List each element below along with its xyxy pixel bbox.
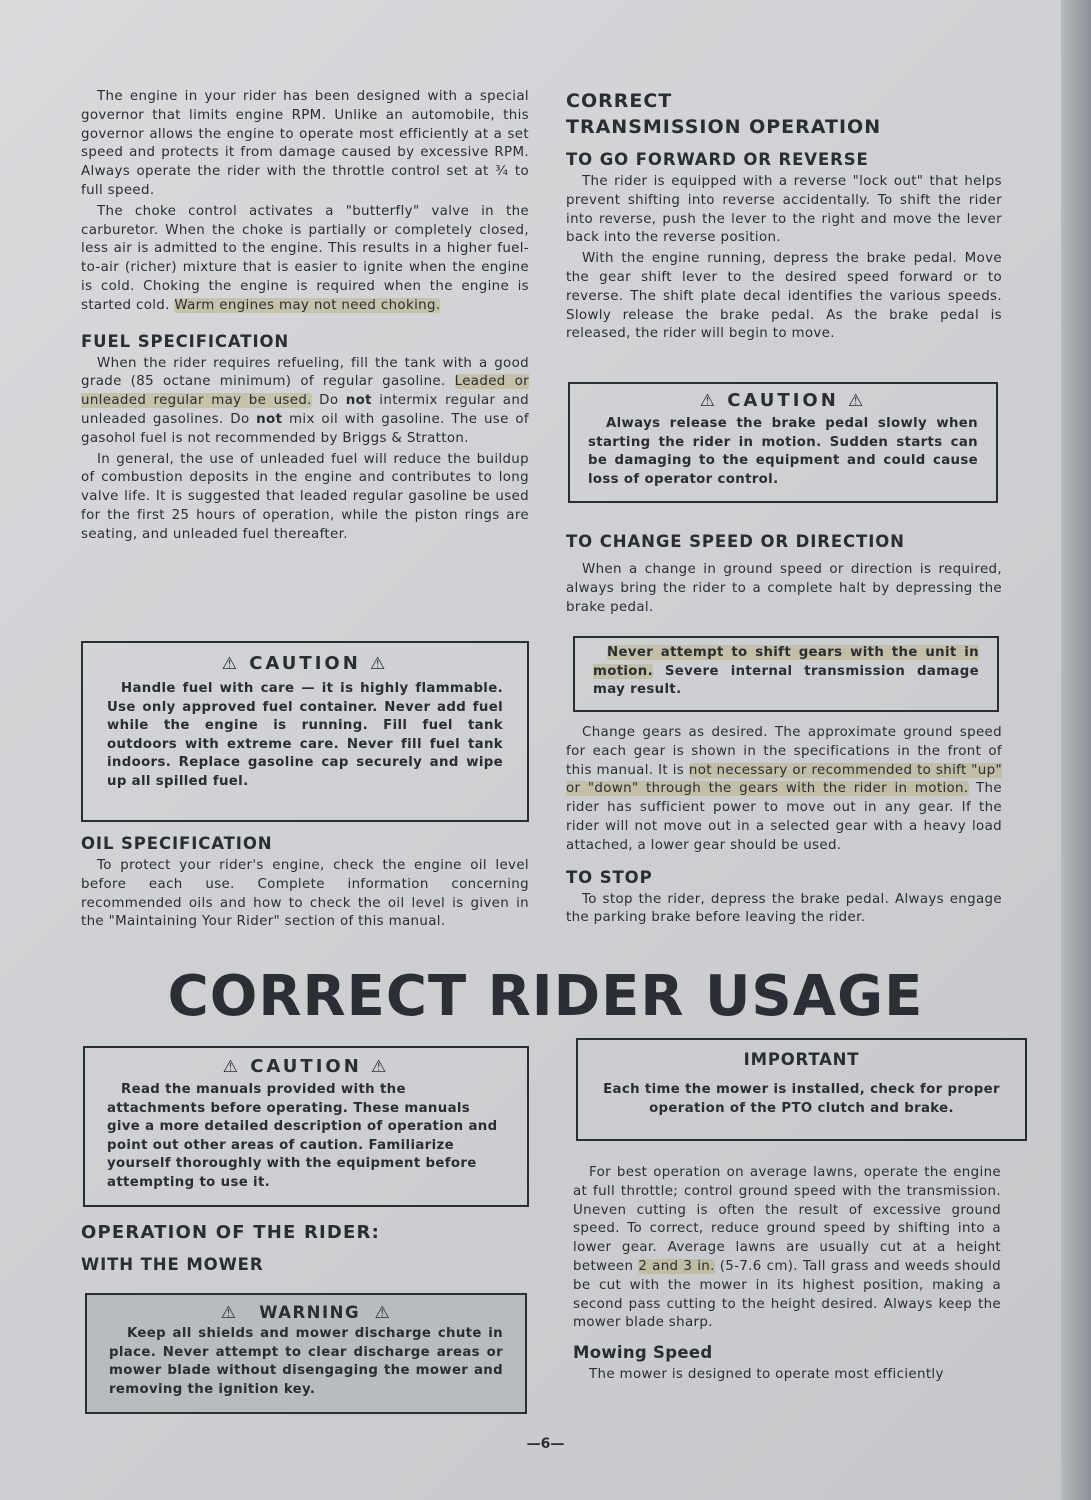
caution-label: CAUTION	[727, 390, 839, 411]
height-highlight: 2 and 3 in.	[638, 1258, 715, 1274]
gears-section	[566, 724, 1002, 928]
change-speed-paragraph: When a change in ground speed or direction is required, always bring the rider to a complete halt by depressing the brake pedal.	[566, 562, 1002, 615]
fuel-text-e: intermix regular and unleaded gasolines. Do	[81, 393, 530, 427]
gears-text-c: The rider has sufficient power to move out in any gear. If the rider will not move out in a selected gear with a heavy load attached, a lower gear should be used.	[566, 781, 1002, 853]
warning-triangle-icon: ⚠	[374, 1303, 392, 1323]
fuel-not-2: not	[256, 411, 283, 427]
fuel-not-1: not	[345, 393, 372, 409]
forward-reverse-heading: TO GO FORWARD OR REVERSE	[566, 150, 869, 169]
transmission-heading-2: TRANSMISSION OPERATION	[566, 116, 882, 138]
caution-label: CAUTION	[249, 653, 361, 674]
shift-warning-box	[573, 636, 999, 712]
to-stop-paragraph: To stop the rider, depress the brake pedal. Always engage the parking brake before leaving the rider.	[566, 891, 1002, 926]
operation-section	[81, 1222, 529, 1274]
caution-label: CAUTION	[250, 1056, 362, 1077]
warning-shields-text: Keep all shields and mower discharge chute in place. Never attempt to clear discharge areas or mower blade without disengaging the mower and removing the ignition key.	[109, 1326, 503, 1397]
fuel-highlight: Leaded or unleaded regular may be used.	[81, 374, 530, 409]
with-mower-heading: WITH THE MOWER	[81, 1255, 264, 1274]
important-box	[576, 1038, 1027, 1141]
fuel-paragraph	[81, 355, 529, 449]
choke-highlight: Warm engines may not need choking.	[174, 297, 441, 313]
shift-warning-text	[593, 644, 979, 700]
warning-triangle-icon: ⚠	[371, 1057, 390, 1077]
choke-paragraph	[81, 203, 529, 316]
transmission-heading-1: CORRECT	[566, 90, 673, 112]
page-number: —6—	[526, 1436, 565, 1452]
change-speed-section	[566, 532, 1002, 617]
oil-spec-heading: OIL SPECIFICATION	[81, 834, 273, 853]
caution-attachments-text: Read the manuals provided with the attachments before operating. These manuals give a more detailed description of operation and point out other areas of caution. Familiarize yourself thoroughly with the equipment before attempting to use it.	[107, 1082, 498, 1190]
caution-brake-text: Always release the brake pedal slowly when starting the rider in motion. Sudden starts can be damaging to the equipment and could cause loss of operator control.	[588, 416, 978, 487]
caution-brake-title	[588, 390, 978, 411]
to-stop-heading: TO STOP	[566, 867, 653, 887]
page-edge	[1061, 0, 1091, 1500]
correct-rider-usage-title: CORRECT RIDER USAGE	[167, 964, 924, 1029]
important-text: Each time the mower is installed, check for proper operation of the PTO clutch and brake.	[603, 1082, 1000, 1116]
warning-triangle-icon: ⚠	[370, 654, 389, 674]
engine-governor-paragraph: The engine in your rider has been designed with a special governor that limits engine RPM. Unlike an automobile, this governor allows the engine to operate most efficiently at a set speed and protects it from damage caused by excessive RPM. Always operate the rider with the throttle control set at ¾ to full speed.	[81, 89, 529, 198]
warning-shields-title	[109, 1303, 503, 1323]
gears-text-a: Change gears as desired. The approximate ground speed for each gear is shown in the specifications in the front of this manual. It is	[566, 725, 1002, 778]
warning-triangle-icon: ⚠	[699, 391, 718, 411]
mowing-speed-paragraph: The mower is designed to operate most efficiently	[589, 1367, 944, 1383]
shift-warning-rest: Severe internal transmission damage may result.	[593, 663, 979, 698]
important-title: IMPORTANT	[743, 1050, 860, 1069]
warning-triangle-icon: ⚠	[848, 391, 867, 411]
caution-fuel-box	[81, 641, 529, 822]
best-text-a: For best operation on average lawns, operate the engine at full throttle; control ground speed with the transmission. Uneven cutting is often the result of excessive ground speed. To correct, reduce ground speed by shifting into a lower gear. Average lawns are usually cut at a height between	[573, 1165, 1001, 1274]
mowing-speed-heading: Mowing Speed	[573, 1343, 713, 1363]
warning-shields-box	[85, 1293, 527, 1414]
caution-fuel-text: Handle fuel with care — it is highly flammable. Use only approved fuel container. Never add fuel while the engine is running. Fill fuel tank outdoors with extreme care. Never fill fuel tank indoors. Replace gasoline cap securely and wipe up all spilled fuel.	[107, 681, 503, 789]
fuel-text-a: When the rider requires refueling, fill the tank with a good grade (85 octane minimum) of regular gasoline.	[81, 355, 529, 390]
unleaded-paragraph: In general, the use of unleaded fuel will reduce the buildup of combustion deposits in the engine and contributes to long valve life. It is suggested that leaded regular gasoline be used for the first 25 hours of operation, while the piston rings are seating, and unleaded fuel thereafter.	[81, 451, 529, 542]
warning-label: WARNING	[259, 1303, 360, 1322]
forward-paragraph-2: With the engine running, depress the brake pedal. Move the gear shift lever to the desired speed forward or to reverse. The shift plate decal identifies the various speeds. Slowly release the brake pedal. As the brake pedal is released, the rider will begin to move.	[566, 251, 1002, 342]
caution-fuel-title	[107, 653, 503, 674]
best-operation-section	[573, 1164, 1001, 1385]
best-operation-paragraph	[573, 1164, 1001, 1333]
gears-paragraph	[566, 724, 1002, 856]
left-column	[81, 88, 529, 545]
gears-highlight: not necessary or recommended to shift "up" or "down" through the gears with the rider in motion.	[566, 762, 1003, 797]
best-text-c: (5-7.6 cm). Tall grass and weeds should be cut with the mower in its highest position, making a second pass cutting to the height desired. Always keep the mower blade sharp.	[573, 1258, 1001, 1331]
fuel-spec-heading: FUEL SPECIFICATION	[81, 331, 290, 351]
right-column	[566, 88, 1002, 344]
change-speed-heading: TO CHANGE SPEED OR DIRECTION	[566, 532, 905, 551]
choke-text: The choke control activates a "butterfly" valve in the carburetor. When the choke is partially or completely closed, less air is admitted to the engine. This results in a higher fuel-to-air (richer) mixture that is easier to ignite when the engine is cold. Choking the engine is required when the engine is started cold.	[81, 203, 529, 313]
caution-brake-box	[568, 382, 998, 503]
caution-attachments-title	[107, 1056, 505, 1077]
oil-section	[81, 834, 529, 932]
warning-triangle-icon: ⚠	[222, 1057, 241, 1077]
fuel-text-c: Do	[319, 393, 339, 409]
warning-triangle-icon: ⚠	[220, 1303, 238, 1323]
forward-paragraph-1: The rider is equipped with a reverse "lock out" that helps prevent shifting into reverse accidentally. To shift the rider into reverse, push the lever to the right and move the lever back into the reverse position.	[566, 174, 1002, 246]
oil-paragraph: To protect your rider's engine, check the engine oil level before each use. Complete information concerning recommended oils and how to check the oil level is given in the "Maintaining Your Rider" section of this manual.	[81, 858, 529, 930]
caution-attachments-box	[83, 1046, 529, 1207]
shift-warning-highlight: Never attempt to shift gears with the unit in motion.	[593, 645, 979, 679]
operation-heading: OPERATION OF THE RIDER:	[81, 1222, 381, 1243]
fuel-text-g: mix oil with gasoline. The use of gasohol fuel is not recommended by Briggs & Stratton.	[81, 411, 529, 446]
warning-triangle-icon: ⚠	[221, 654, 240, 674]
